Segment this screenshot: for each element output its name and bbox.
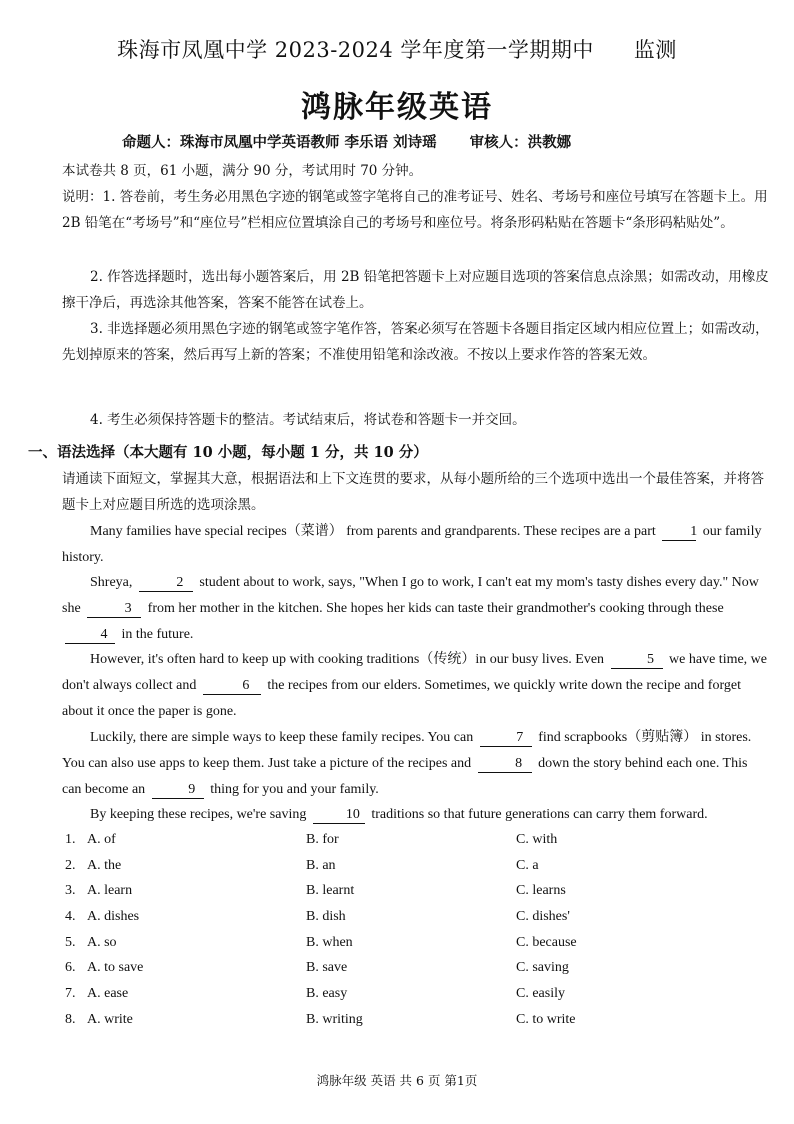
option-a: A. ease	[87, 986, 129, 1001]
passage-text: thing for you and your family.	[210, 782, 379, 797]
passage-text: we have time, we don't always collect and	[62, 652, 768, 693]
passage-paragraph-4	[62, 725, 770, 803]
option-a: A. so	[87, 935, 117, 950]
passage-text: By keeping these recipes, we're saving	[90, 807, 307, 822]
passage-text: down the story behind each one. This can become an	[62, 756, 748, 797]
passage-paragraph-2	[62, 570, 770, 648]
passage-text: from her mother in the kitchen. She hopes her kids can taste their grandmother's cooking through these	[147, 601, 724, 616]
passage-text: in the future.	[121, 627, 194, 642]
blank-6: 6	[203, 678, 261, 695]
passage-text: Luckily, there are simple ways to keep these family recipes. You can	[90, 730, 474, 745]
passage-text: Shreya,	[90, 575, 133, 590]
passage-text: Many families have special recipes（菜谱） from parents and grandparents. These recipes are a part	[90, 524, 656, 539]
blank-4: 4	[65, 627, 115, 644]
blank-3: 3	[87, 601, 141, 618]
instruction-4: 4. 考生必须保持答题卡的整洁。考试结束后，将试卷和答题卡一并交回。	[90, 412, 526, 428]
passage-text: the recipes from our elders. Sometimes, we quickly write down the recipe and forget about it once the paper is gone.	[62, 678, 741, 719]
option-a: A. to save	[87, 960, 144, 975]
school-title	[0, 34, 794, 64]
question-number: 1.	[65, 832, 76, 847]
question-number: 7.	[65, 986, 76, 1001]
exam-intro: 本试卷共 8 页，61 小题，满分 90 分，考试用时 70 分钟。	[62, 163, 423, 179]
option-a: A. write	[87, 1012, 133, 1027]
passage-text: our family history.	[62, 524, 762, 565]
section-directions: 请通读下面短文，掌握其大意，根据语法和上下文连贯的要求，从每小题所给的三个选项中选出一个最佳答案，并将答题卡上对应题目所选的选项涂黑。	[62, 471, 764, 513]
option-b: B. dish	[306, 909, 346, 924]
option-a: A. learn	[87, 883, 133, 898]
instruction-1: 说明：1. 答卷前，考生务必用黑色字迹的钢笔或签字笔将自己的准考证号、姓名、考场号和座位号填写在答题卡上。用 2B 铅笔在“考场号”和“座位号”栏相应位置填涂自己的考场号和座位号。将条形码粘贴在答题卡“条形码粘贴处”。	[62, 189, 768, 231]
page-footer: 鸿脉年级 英语 共 6 页 第1页	[316, 1073, 478, 1088]
question-options-row	[65, 986, 765, 1010]
passage-text: However, it's often hard to keep up with cooking traditions（传统）in our busy lives. Even	[90, 652, 605, 667]
option-b: B. an	[306, 858, 336, 873]
option-c: C. a	[516, 858, 539, 873]
option-c: C. with	[516, 832, 558, 847]
question-number: 4.	[65, 909, 76, 924]
question-options-row	[65, 935, 765, 959]
blank-10: 10	[313, 807, 365, 824]
school-title-tail: 监测	[633, 38, 677, 62]
question-number: 6.	[65, 960, 76, 975]
reviewer: 审核人：洪教娜	[469, 134, 572, 151]
blank-8: 8	[478, 756, 532, 773]
instruction-2: 2. 作答选择题时，选出每小题答案后，用 2B 铅笔把答题卡上对应题目选项的答案信息点涂黑；如需改动，用橡皮擦干净后，再选涂其他答案，答案不能答在试卷上。	[62, 269, 769, 311]
passage-text: traditions so that future generations can carry them forward.	[371, 807, 708, 822]
option-a: A. the	[87, 858, 122, 873]
school-title-text: 珠海市凤凰中学 2023-2024 学年度第一学期期中	[117, 38, 594, 62]
passage-paragraph-1	[62, 519, 770, 571]
option-a: A. of	[87, 832, 116, 847]
option-c: C. easily	[516, 986, 565, 1001]
passage-text: student about to work, says, "When I go to work, I can't eat my mom's tasty dishes every day." Now she	[62, 575, 759, 616]
option-b: B. writing	[306, 1012, 363, 1027]
option-c: C. learns	[516, 883, 566, 898]
question-number: 3.	[65, 883, 76, 898]
option-c: C. saving	[516, 960, 569, 975]
question-number: 5.	[65, 935, 76, 950]
blank-7: 7	[480, 730, 532, 747]
question-options-row	[65, 883, 765, 907]
question-options-row	[65, 960, 765, 984]
option-b: B. easy	[306, 986, 348, 1001]
option-b: B. save	[306, 960, 348, 975]
option-c: C. dishes'	[516, 909, 570, 924]
option-b: B. learnt	[306, 883, 355, 898]
passage-text: find scrapbooks（剪贴簿） in stores. You can also use apps to keep them. Just take a picture of the recipes and	[62, 730, 752, 771]
option-b: B. for	[306, 832, 339, 847]
question-options-row	[65, 832, 765, 856]
authors-line	[122, 131, 599, 152]
subject-title: 鸿脉年级英语	[301, 90, 493, 125]
blank-1: 1	[662, 524, 696, 541]
passage-paragraph-5	[62, 802, 770, 828]
option-c: C. to write	[516, 1012, 576, 1027]
question-number: 8.	[65, 1012, 76, 1027]
option-a: A. dishes	[87, 909, 140, 924]
question-number: 2.	[65, 858, 76, 873]
blank-5: 5	[611, 652, 663, 669]
passage-paragraph-3	[62, 647, 770, 725]
blank-9: 9	[152, 782, 204, 799]
instruction-3: 3. 非选择题必须用黑色字迹的钢笔或签字笔作答，答案必须写在答题卡各题目指定区域内相应位置上；如需改动，先划掉原来的答案，然后再写上新的答案；不准使用铅笔和涂改液。不按以上要求作答的答案无效。	[62, 321, 769, 363]
question-options-row	[65, 1012, 765, 1036]
option-c: C. because	[516, 935, 577, 950]
blank-2: 2	[139, 575, 193, 592]
question-options-row	[65, 858, 765, 882]
section-heading: 一、语法选择（本大题有 10 小题，每小题 1 分，共 10 分）	[28, 444, 428, 461]
question-options-row	[65, 909, 765, 933]
option-b: B. when	[306, 935, 353, 950]
authors: 命题人：珠海市凤凰中学英语教师 李乐语 刘诗瑶	[122, 134, 437, 151]
